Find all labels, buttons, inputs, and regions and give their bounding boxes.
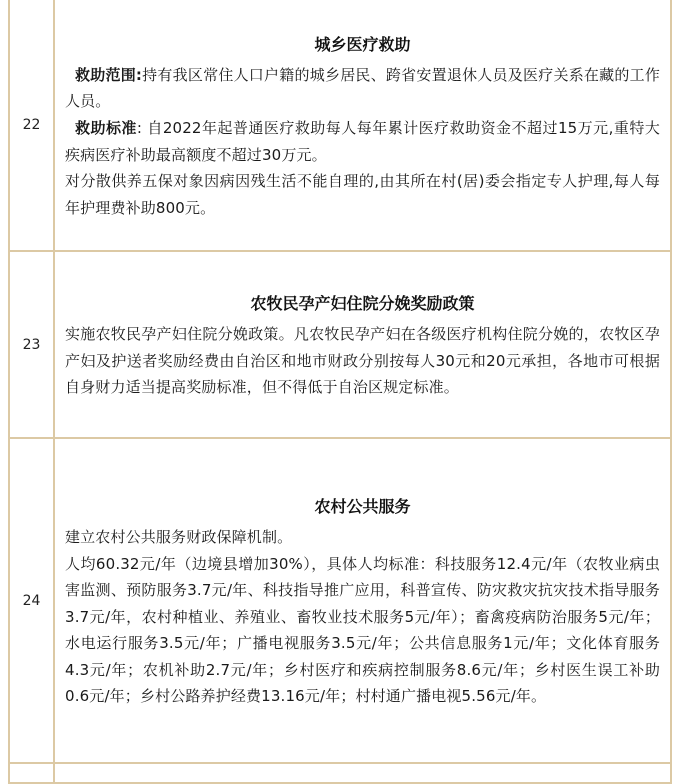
paragraph (65, 321, 660, 401)
row-content-empty (54, 763, 671, 783)
row-content (54, 251, 671, 438)
policy-table (8, 0, 672, 784)
row-content (54, 0, 671, 251)
table-row (9, 251, 671, 438)
paragraph-text: : 自2022年起普通医疗救助每人每年累计医疗救助资金不超过15万元,重特大疾病医疗补助最高额度不超过30万元。 (65, 118, 660, 164)
paragraph (65, 115, 660, 168)
paragraph-text: 人均60.32元/年（边境县增加30%），具体人均标准：科技服务12.4元/年（农牧业病虫害监测、预防服务3.7元/年、科技指导推广应用，科普宣传、防灾救灾抗灾技术指导服务3.7元/年，农村种植业、养殖业、畜牧业技术服务5元/年）；畜禽疫病防治服务5元/年；水电运行服务3.5元/年；广播电视服务3.5元/年；公共信息服务1元/年；文化体育服务4.3元/年；农机补助2.7元/年；乡村医疗和疾病控制服务8.6元/年；乡村医生误工补助0.6元/年；乡村公路养护经费13.16元/年；村村通广播电视5.56元/年。 (65, 554, 660, 706)
row-number: 24 (9, 438, 54, 763)
table-row (9, 0, 671, 251)
row-title: 农村公共服务 (314, 496, 411, 516)
paragraph-text: 实施农牧民孕产妇住院分娩政策。凡农牧民孕产妇在各级医疗机构住院分娩的，农牧区孕产妇及护送者奖励经费由自治区和地市财政分别按每人30元和20元承担，各地市可根据自身财力适当提高奖励标准，但不得低于自治区规定标准。 (65, 325, 660, 397)
paragraph-text: 对分散供养五保对象因病因残生活不能自理的,由其所在村(居)委会指定专人护理,每人每年护理费补助800元。 (65, 172, 660, 217)
table-row-partial (9, 763, 671, 783)
paragraph (65, 524, 660, 551)
row-title: 城乡医疗救助 (314, 34, 411, 54)
row-content (54, 438, 671, 763)
paragraph-text: 建立农村公共服务财政保障机制。 (65, 527, 293, 546)
paragraph-label: 救助范围: (75, 65, 143, 84)
row-number: 23 (9, 251, 54, 438)
row-title: 农牧民孕产妇住院分娩奖励政策 (250, 294, 475, 314)
row-number-empty (9, 763, 54, 783)
table-row (9, 438, 671, 763)
paragraph (65, 168, 660, 221)
paragraph-text: 持有我区常住人口户籍的城乡居民、跨省安置退休人员及医疗关系在藏的工作人员。 (65, 65, 661, 111)
paragraph-label: 救助标准 (75, 118, 137, 137)
row-number: 22 (9, 0, 54, 251)
paragraph (65, 62, 660, 115)
paragraph (65, 551, 660, 711)
